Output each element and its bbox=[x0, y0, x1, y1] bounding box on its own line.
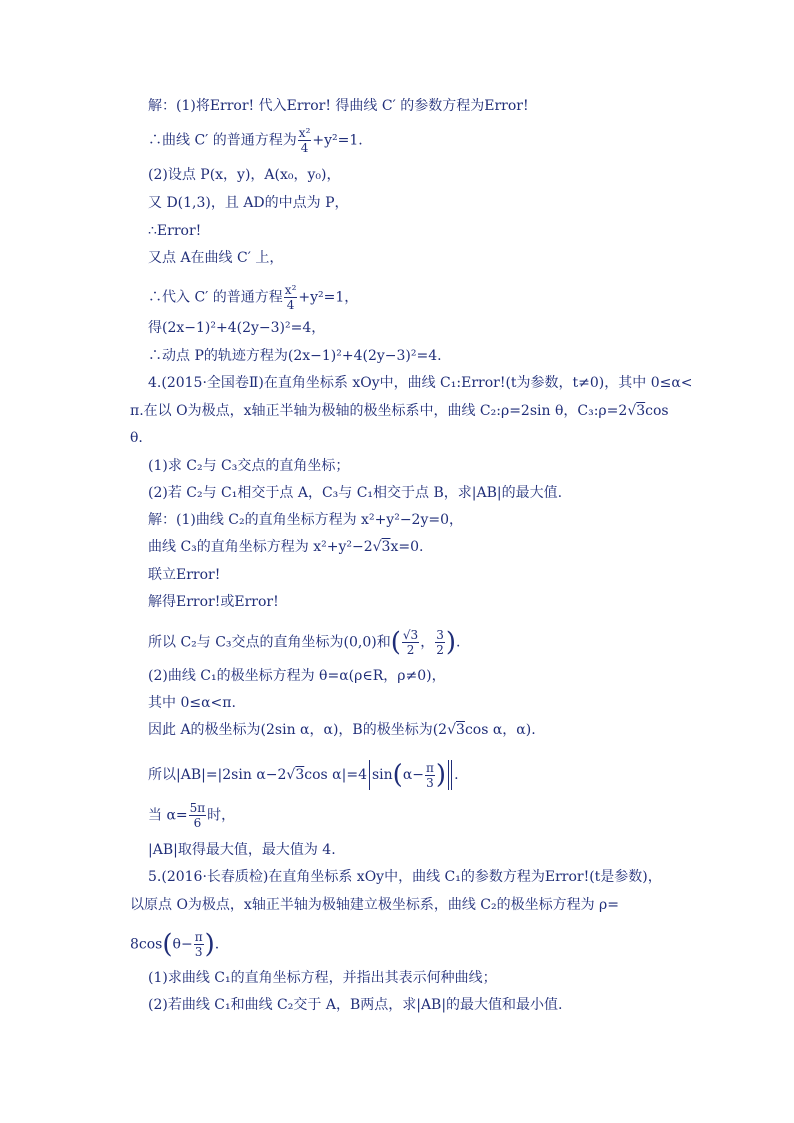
abs-bar-right bbox=[448, 760, 452, 790]
text: x=0. bbox=[390, 539, 424, 555]
fraction bbox=[402, 628, 419, 657]
sqrt-symbol: √ bbox=[447, 722, 457, 738]
fraction bbox=[435, 628, 445, 657]
text: 因此 A的极坐标为(2sin α，α)，B的极坐标为(2 bbox=[148, 722, 448, 738]
problem-4-question-2: (2)若 C₂与 C₁相交于点 A，C₃与 C₁相交于点 B，求|AB|的最大值. bbox=[148, 485, 563, 501]
numerator: x² bbox=[298, 126, 311, 140]
answer-4-line-7: 其中 0≤α<π. bbox=[148, 695, 236, 711]
problem-5-line-2: 以原点 O为极点，x轴正半轴为极轴建立极坐标系，曲线 C₂的极坐标方程为 ρ= bbox=[130, 897, 620, 913]
numerator: π bbox=[426, 760, 434, 775]
denominator: 6 bbox=[193, 816, 202, 830]
text: θ− bbox=[172, 936, 193, 953]
fraction bbox=[298, 126, 312, 155]
solution-line-5: ∴Error! bbox=[148, 223, 202, 239]
solution-line-2 bbox=[148, 126, 363, 155]
fraction bbox=[189, 801, 207, 830]
denominator: 4 bbox=[286, 298, 295, 312]
paren-left: ( bbox=[390, 627, 401, 658]
numerator: 5π bbox=[189, 801, 206, 815]
answer-4-line-10 bbox=[148, 801, 235, 830]
solution-line-1: 解：(1)将Error! 代入Error! 得曲线 C′ 的参数方程为Error! bbox=[148, 98, 529, 114]
problem-4-line-2 bbox=[130, 401, 669, 421]
sqrt-symbol: √ bbox=[286, 767, 296, 783]
text: +y²=1， bbox=[298, 289, 359, 306]
abs-bar-left bbox=[369, 760, 370, 790]
numerator: π bbox=[194, 930, 203, 944]
answer-4-line-8 bbox=[148, 720, 536, 740]
numerator: √3 bbox=[402, 628, 419, 642]
text: π.在以 O为极点，x轴正半轴为极轴的极坐标系中，曲线 C₂:ρ=2sin θ，C₃:ρ=2 bbox=[130, 403, 628, 419]
solution-line-3: (2)设点 P(x，y)，A(x₀，y₀)， bbox=[148, 167, 341, 183]
problem-5-line-3: 8cos(θ− $\frac{\pi}{3}$ ). bbox=[130, 929, 220, 960]
solution-line-4: 又 D(1,3)，且 AD的中点为 P， bbox=[148, 195, 349, 211]
paren-left: ( bbox=[162, 929, 173, 960]
text: cos α|=4 bbox=[304, 767, 367, 783]
solution-line-7 bbox=[148, 283, 358, 312]
fraction bbox=[425, 761, 435, 790]
answer-4-line-4: 解得Error!或Error! bbox=[148, 594, 279, 610]
answer-4-line-2 bbox=[148, 537, 423, 557]
problem-5-question-2: (2)若曲线 C₁和曲线 C₂交于 A，B两点，求|AB|的最大值和最小值. bbox=[148, 997, 563, 1013]
text: 所以 C₂与 C₃交点的直角坐标为(0,0)和 bbox=[148, 634, 391, 651]
answer-4-line-3: 联立Error! bbox=[148, 567, 221, 583]
sqrt-symbol: √ bbox=[627, 403, 637, 419]
denominator: 3 bbox=[426, 775, 434, 790]
denominator: 2 bbox=[436, 643, 444, 657]
problem-4-line-3: θ. bbox=[130, 430, 143, 446]
text: +y²=1. bbox=[312, 132, 363, 149]
problem-4-line-1: 4.(2015·全国卷Ⅱ)在直角坐标系 xOy中，曲线 C₁:Error!(t为参数，t≠0)，其中 0≤α< bbox=[148, 375, 693, 391]
solution-line-8: 得(2x−1)²+4(2y−3)²=4， bbox=[148, 320, 326, 336]
answer-4-line-9: 所以|AB|=|2sin α−2√3cos α|=4 sin(α− $\frac{\pi}{3}$ ) . bbox=[148, 760, 459, 790]
answer-4-line-5: 所以 C₂与 C₃交点的直角坐标为(0,0)和( $\frac{√3}{2}$ ， $\frac{3}{2}$ ). bbox=[148, 627, 461, 658]
paren-right: ) bbox=[204, 929, 215, 960]
problem-4-question-1: (1)求 C₂与 C₃交点的直角坐标； bbox=[148, 458, 350, 474]
text: ∴代入 C′ 的普通方程 bbox=[148, 289, 283, 306]
solution-line-9: ∴动点 P的轨迹方程为(2x−1)²+4(2y−3)²=4. bbox=[148, 348, 442, 364]
numerator: x² bbox=[284, 283, 297, 297]
text: sin bbox=[371, 767, 393, 783]
text: ∴曲线 C′ 的普通方程为 bbox=[148, 132, 297, 149]
problem-5-question-1: (1)求曲线 C₁的直角坐标方程，并指出其表示何种曲线； bbox=[148, 970, 497, 986]
text: 当 α= bbox=[148, 807, 188, 824]
radicand: 3 bbox=[295, 767, 305, 783]
text: α− bbox=[402, 767, 425, 783]
denominator: 3 bbox=[194, 945, 203, 959]
fraction bbox=[194, 930, 204, 959]
answer-4-line-11: |AB|取得最大值，最大值为 4. bbox=[148, 842, 336, 858]
paren-right: ) bbox=[445, 627, 456, 658]
problem-5-line-1: 5.(2016·长春质检)在直角坐标系 xOy中，曲线 C₁的参数方程为Error!(t是参数)， bbox=[148, 869, 662, 885]
solution-line-6: 又点 A在曲线 C′ 上， bbox=[148, 250, 284, 266]
text: 8cos bbox=[130, 936, 163, 953]
text: cos α，α). bbox=[464, 722, 536, 738]
sqrt-symbol: √ bbox=[372, 539, 382, 555]
denominator: 2 bbox=[406, 643, 415, 657]
fraction bbox=[284, 283, 298, 312]
text: 所以|AB|=|2sin α−2 bbox=[148, 767, 287, 783]
text: cos bbox=[645, 403, 669, 419]
paren-right: ) bbox=[435, 760, 447, 790]
denominator: 4 bbox=[300, 141, 309, 155]
radicand: 3 bbox=[381, 539, 391, 555]
paren-left: ( bbox=[392, 760, 403, 790]
text: 曲线 C₃的直角坐标方程为 x²+y²−2 bbox=[148, 539, 373, 555]
numerator: 3 bbox=[436, 628, 444, 642]
text: 时， bbox=[207, 807, 236, 824]
radicand: 3 bbox=[636, 403, 646, 419]
answer-4-line-6: (2)曲线 C₁的极坐标方程为 θ=α(ρ∈R，ρ≠0)， bbox=[148, 668, 446, 684]
answer-4-line-1: 解：(1)曲线 C₂的直角坐标方程为 x²+y²−2y=0， bbox=[148, 512, 463, 528]
radicand: 3 bbox=[456, 722, 465, 738]
